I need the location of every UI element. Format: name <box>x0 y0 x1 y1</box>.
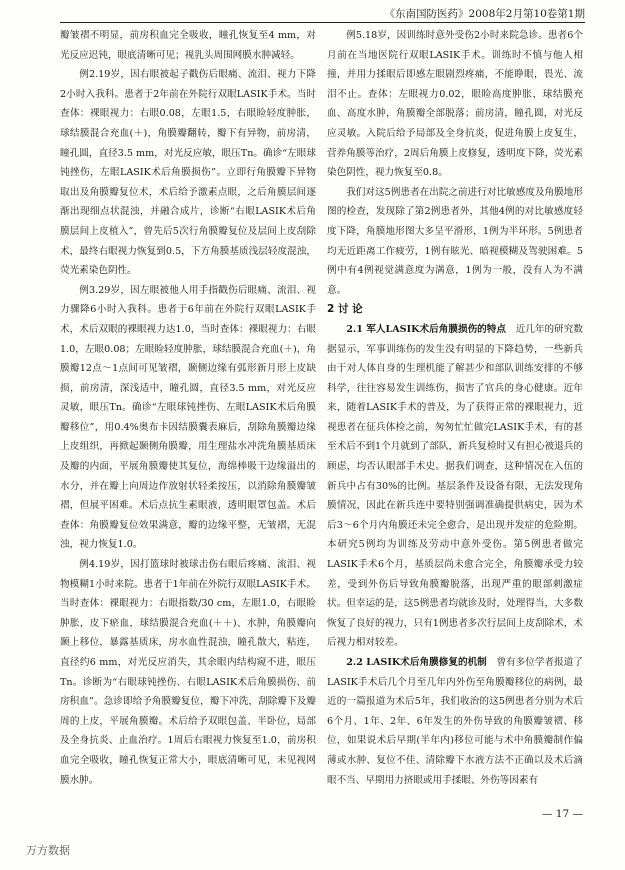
case1-continuation: 瓣皱褶不明显，前房积血完全吸收，瞳孔恢复至4 mm，对光反应迟钝，眼底清晰可见；视乳头周围网膜水肿减轻。 <box>60 30 316 61</box>
subsection-2-2 <box>327 653 583 790</box>
followup-paragraph: 我们对这5例患者在出院之前进行对比敏感度及角膜地形图的检查，发现除了第2例患者外，其他4例的对比敏感度轻度下降，角膜地形图大多呈平滑形，1例为半环形。5例患者均无近距离工作疲劳，1例有眩光、暗视模糊及驾驶困难。5例中有4例视觉满意度为满意，1例为一般，没有人为不满意。 <box>327 186 583 296</box>
subsection-2-1 <box>327 320 583 653</box>
section-title-discussion: 2 讨 论 <box>327 303 363 316</box>
right-column <box>327 26 583 790</box>
left-column <box>60 26 316 790</box>
watermark: 万方数据 <box>26 844 70 857</box>
case2-paragraph: 例2.19岁，因右眼被起子戳伤后眼痛、流泪、视力下降2小时入我科。患者于2年前在外院行双眼LASIK手术。当时查体：裸眼视力：右眼0.08，左眼1.5，右眼睑轻度肿胀，球结膜混合充血(＋)，角膜瓣翻转，瓣下有异物，前房清，瞳孔圆，直径3.5 mm，对光反应敏，眼压Tn。确诊“左眼球钝挫伤，左眼LASIK术后角膜损伤”。立即行角膜瓣下异物取出及角膜瓣复位术，术后给予激素点眼，之后角膜层间逐渐出现细点状混浊，并融合成片，诊断“右眼LASIK术后角膜层间上皮植入”，曾先后5次行角膜瓣复位及层间上皮刮除术，最终右眼视力恢复到0.5，下方角膜基质浅层轻度混浊，荧光素染色阴性。 <box>60 69 316 277</box>
subsection-2-1-text: 近几年的研究数据显示，军事训练伤的发生没有明显的下降趋势，一些新兵由于对人体自身的生理机能了解甚少和部队训练安排的不够科学，往往容易发生训练伤，损害了官兵的身心健康。近年来，随着LASIK手术的普及，为了获得正常的裸眼视力，近视患者在征兵体检之前，匆匆忙忙做完LASIK手术，有的甚至术后不到1个月就到了部队，新兵复检时又有担心被退兵的顾虑，均否认眼部手术史。据我们调查，这种情况在入伍的新兵中占有30%的比例。基层条件及设备有限，无法发现角膜情况，因此在新兵连中要特别强调准确提供病史，因为术后3～6个月内角膜还未完全愈合，是出现并发症的危险期。本研究5例均为训练及劳动中意外受伤。第5例患者做完LASIK手术6个月，基质层尚未愈合完全，角膜瓣承受力较差，受到外伤后导致角膜瓣脱落，出现严重的眼部刺激症状。但幸运的是，这5例患者均就诊及时，处理得当，大多数恢复了良好的视力，只有1例患者多次行层间上皮刮除术，术后视力相对较差。 <box>327 323 584 649</box>
subsection-2-2-text: 曾有多位学者报道了LASIK手术后几个月至几年内外伤至角膜瓣移位的病例，最近的一篇报道为术后5年，我们收治的这5例患者分别为术后6个月、1年、2年、6年发生的外伤导致的角膜瓣皱褶、移位，如果说术后早期(半年内)移位可能与术中角膜瓣制作偏薄或水肿、复位不佳、清除瓣下水液方法不正确以及术后滴眼不当、早期用力挤眼或用手揉眼、外伤等因素有 <box>327 657 583 786</box>
subsection-2-1-gap <box>506 324 516 335</box>
subsection-2-1-title: 2.1 军人LASIK术后角膜损伤的特点 <box>346 323 507 335</box>
subsection-2-2-title: 2.2 LASIK术后角膜修复的机制 <box>346 657 487 668</box>
header-rule <box>60 22 585 23</box>
case3-paragraph: 例3.29岁，因左眼被他人用手指戳伤后眼痛、流泪、视力骤降6小时入我科。患者于6年前在外院行双眼LASIK手术，术后双眼的裸眼视力达1.0，当时查体：裸眼视力：右眼1.0，左眼0.08；左眼睑轻度肿胀，球结膜混合充血(＋)，角膜瓣12点～1点间可见皱褶，颞侧边缘有弧形新月形上皮缺损，前房清，深浅适中，瞳孔圆，直径3.5 mm，对光反应灵敏，眼压Tn。确诊“左眼球钝挫伤、左眼LASIK术后角膜瓣移位”，用0.4%奥布卡因结膜囊表麻后，刮除角膜瓣边缘上皮组织，再掀起颞侧角膜瓣，用生理盐水冲洗角膜基质床及瓣的内面，平展角膜瓣使其复位，海绵棒吸干边缘溢出的水分，并在瓣上向周边作放射状轻柔按压，以消除角膜瓣皱褶，但展平困难。术后点抗生素眼液，透明眼罩包盖。术后查体：角膜瓣复位效果满意，瓣的边缘平整，无皱褶，无混浊，视力恢复1.0。 <box>60 284 316 551</box>
page-number: — 17 — <box>541 808 583 820</box>
running-header: 《东南国防医药》2008年2月第10卷第1期 <box>384 8 585 20</box>
case4-paragraph: 例4.19岁，因打篮球时被球击伤右眼后疼痛、流泪、视物模糊1小时来院。患者于1年前在外院行双眼LASIK手术。当时查体：裸眼视力：右眼指数/30 cm，左眼1.0，右眼睑肿胀，皮下瘀血，球结膜混合充血(＋＋)、水肿，角膜瓣向颞上移位，暴露基质床，房水血性混浊，瞳孔散大，粘连，直径约6 mm，对光反应消失，其余眼内结构窥不进，眼压Tn。诊断为“右眼球钝挫伤、右眼LASIK术后角膜损伤、前房积血”。急诊即给予角膜瓣复位，瓣下冲洗，刮除瓣下及瓣周的上皮，平展角膜瓣。术后给予双眼包盖、半卧位，局部及全身抗炎、止血治疗。1周后右眼视力恢复至1.0，前房积血完全吸收，瞳孔恢复正常大小，眼底清晰可见，未见视网膜水肿。 <box>60 559 316 786</box>
case5-paragraph: 例5.18岁，因训练时意外受伤2小时来院急诊。患者6个月前在当地医院行双眼LASIK手术。训练时不慎与他人相撞，并用力揉眼后即感左眼剧烈疼痛，不能睁眼，畏光、流泪不止。查体：左眼视力0.02，眼睑高度肿胀，球结膜充血、高度水肿，角膜瓣全部脱落；前房清，瞳孔圆，对光反应灵敏。入院后给予局部及全身抗炎，促进角膜上皮复生，营养角膜等治疗，2周后角膜上皮修复，透明度下降，荧光素染色阴性，视力恢复至0.8。 <box>327 30 583 179</box>
subsection-2-2-gap <box>487 657 497 668</box>
